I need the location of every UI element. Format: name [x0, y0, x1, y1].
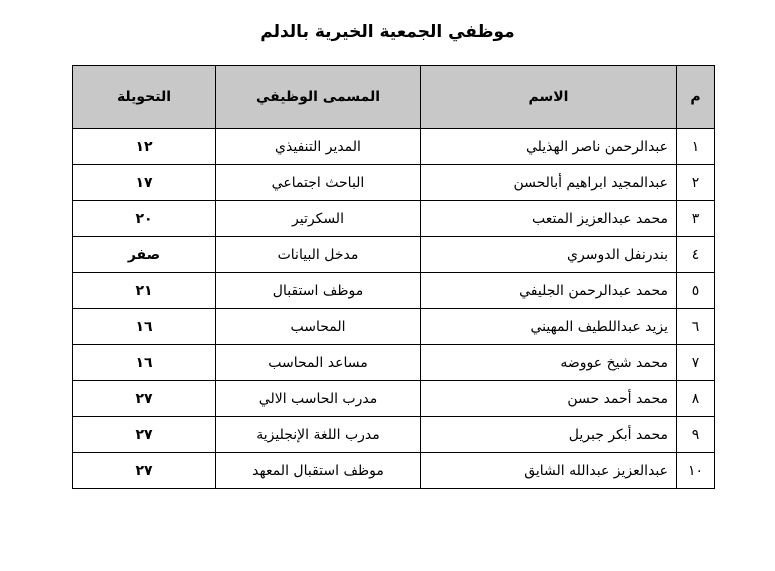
cell-job-title: مدرب الحاسب الالي	[216, 381, 421, 417]
cell-number: ١٠	[677, 453, 715, 489]
header-row	[73, 66, 715, 129]
cell-name: محمد عبدالعزيز المتعب	[421, 201, 677, 237]
table-row	[73, 273, 715, 309]
table-row	[73, 201, 715, 237]
cell-job-title: موظف استقبال المعهد	[216, 453, 421, 489]
cell-name: عبدالعزيز عبدالله الشايق	[421, 453, 677, 489]
cell-number: ٤	[677, 237, 715, 273]
cell-extension: ١٢	[73, 129, 216, 165]
table-header	[73, 66, 715, 129]
cell-extension: ٢١	[73, 273, 216, 309]
cell-job-title: موظف استقبال	[216, 273, 421, 309]
cell-extension: ١٦	[73, 345, 216, 381]
table-row	[73, 381, 715, 417]
cell-name: يزيد عبداللطيف المهيني	[421, 309, 677, 345]
cell-name: محمد أبكر جبريل	[421, 417, 677, 453]
cell-name: محمد أحمد حسن	[421, 381, 677, 417]
cell-name: عبدالرحمن ناصر الهذيلي	[421, 129, 677, 165]
cell-number: ٦	[677, 309, 715, 345]
table-row	[73, 417, 715, 453]
cell-job-title: مدخل البيانات	[216, 237, 421, 273]
cell-job-title: الباحث اجتماعي	[216, 165, 421, 201]
cell-job-title: المحاسب	[216, 309, 421, 345]
table-row	[73, 345, 715, 381]
cell-number: ٨	[677, 381, 715, 417]
cell-extension: ٢٠	[73, 201, 216, 237]
cell-name: بندرنفل الدوسري	[421, 237, 677, 273]
table-row	[73, 237, 715, 273]
cell-extension: ١٦	[73, 309, 216, 345]
table-body	[73, 129, 715, 489]
staff-table	[72, 65, 715, 489]
header-job-title: المسمى الوظيفي	[216, 66, 421, 129]
cell-name: محمد عبدالرحمن الجليفي	[421, 273, 677, 309]
cell-number: ٧	[677, 345, 715, 381]
header-number: م	[677, 66, 715, 129]
table-row	[73, 129, 715, 165]
page-title: موظفي الجمعية الخيرية بالدلم	[260, 22, 515, 42]
table-row	[73, 453, 715, 489]
cell-extension: ٢٧	[73, 453, 216, 489]
cell-extension: صفر	[73, 237, 216, 273]
cell-number: ٣	[677, 201, 715, 237]
cell-number: ٥	[677, 273, 715, 309]
cell-name: عبدالمجيد ابراهيم أبالحسن	[421, 165, 677, 201]
cell-number: ٩	[677, 417, 715, 453]
cell-extension: ٢٧	[73, 381, 216, 417]
table-row	[73, 165, 715, 201]
cell-extension: ١٧	[73, 165, 216, 201]
cell-number: ٢	[677, 165, 715, 201]
header-extension: التحويلة	[73, 66, 216, 129]
header-name: الاسم	[421, 66, 677, 129]
cell-job-title: السكرتير	[216, 201, 421, 237]
table-row	[73, 309, 715, 345]
cell-extension: ٢٧	[73, 417, 216, 453]
cell-job-title: مدرب اللغة الإنجليزية	[216, 417, 421, 453]
cell-job-title: المدير التنفيذي	[216, 129, 421, 165]
cell-job-title: مساعد المحاسب	[216, 345, 421, 381]
cell-number: ١	[677, 129, 715, 165]
cell-name: محمد شيخ عووضه	[421, 345, 677, 381]
